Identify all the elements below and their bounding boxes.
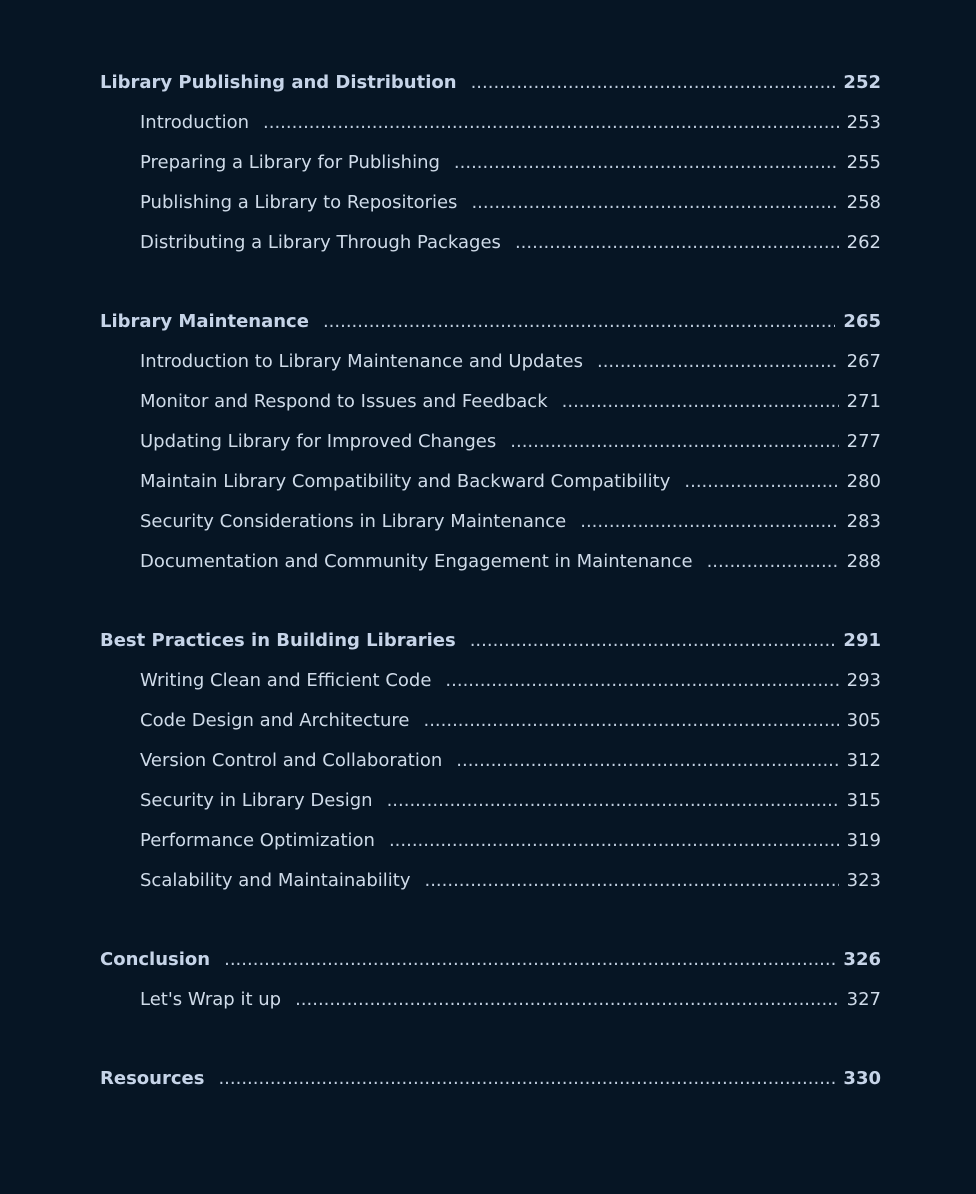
toc-section: [100, 63, 881, 263]
entry-title: Documentation and Community Engagement in Maintenance: [140, 551, 693, 572]
page-number: 253: [846, 112, 881, 133]
subsection-entry[interactable]: [100, 741, 881, 781]
subsection-entry[interactable]: [100, 342, 881, 382]
dot-leader: [580, 502, 838, 542]
entry-title: Scalability and Maintainability: [140, 870, 411, 891]
entry-title: Maintain Library Compatibility and Backward Compatibility: [140, 471, 671, 492]
subsection-entry[interactable]: [100, 542, 881, 582]
page-number: 323: [846, 870, 881, 891]
dot-leader: [562, 382, 839, 422]
chapter-entry[interactable]: [100, 621, 881, 661]
page-number: 280: [846, 471, 881, 492]
dot-leader: [389, 821, 839, 861]
dot-leader: [597, 342, 839, 382]
dot-leader: [515, 223, 839, 263]
dot-leader: [456, 741, 838, 781]
dot-leader: [445, 661, 838, 701]
dot-leader: [224, 940, 835, 980]
page-number: 293: [846, 670, 881, 691]
page-number: 305: [846, 710, 881, 731]
dot-leader: [470, 621, 836, 661]
subsection-entry[interactable]: [100, 502, 881, 542]
entry-title: Code Design and Architecture: [140, 710, 410, 731]
entry-title: Updating Library for Improved Changes: [140, 431, 497, 452]
entry-title: Distributing a Library Through Packages: [140, 232, 501, 253]
entry-title: Performance Optimization: [140, 830, 375, 851]
dot-leader: [510, 422, 838, 462]
entry-title: Security in Library Design: [140, 790, 373, 811]
dot-leader: [471, 63, 836, 103]
entry-title: Security Considerations in Library Maintenance: [140, 511, 567, 532]
table-of-contents: [100, 63, 881, 1138]
page-number: 312: [846, 750, 881, 771]
page-number: 283: [846, 511, 881, 532]
subsection-entry[interactable]: [100, 382, 881, 422]
subsection-entry[interactable]: [100, 183, 881, 223]
entry-title: Publishing a Library to Repositories: [140, 192, 458, 213]
entry-title: Let's Wrap it up: [140, 989, 282, 1010]
subsection-entry[interactable]: [100, 861, 881, 901]
dot-leader: [263, 103, 839, 143]
subsection-entry[interactable]: [100, 781, 881, 821]
chapter-entry[interactable]: [100, 1059, 881, 1099]
dot-leader: [387, 781, 839, 821]
page-number: 288: [846, 551, 881, 572]
toc-section: [100, 302, 881, 582]
page-number: 330: [843, 1068, 881, 1089]
subsection-entry[interactable]: [100, 661, 881, 701]
page-number: 315: [846, 790, 881, 811]
subsection-entry[interactable]: [100, 422, 881, 462]
dot-leader: [218, 1059, 835, 1099]
dot-leader: [323, 302, 835, 342]
entry-title: Library Publishing and Distribution: [100, 72, 457, 93]
toc-section: [100, 621, 881, 901]
dot-leader: [707, 542, 839, 582]
entry-title: Writing Clean and Efficient Code: [140, 670, 432, 691]
toc-section: [100, 940, 881, 1020]
entry-title: Library Maintenance: [100, 311, 309, 332]
subsection-entry[interactable]: [100, 701, 881, 741]
subsection-entry[interactable]: [100, 462, 881, 502]
entry-title: Monitor and Respond to Issues and Feedback: [140, 391, 548, 412]
entry-title: Preparing a Library for Publishing: [140, 152, 440, 173]
subsection-entry[interactable]: [100, 103, 881, 143]
page-number: 262: [846, 232, 881, 253]
toc-section: [100, 1059, 881, 1099]
dot-leader: [684, 462, 838, 502]
page-number: 258: [846, 192, 881, 213]
page-number: 267: [846, 351, 881, 372]
subsection-entry[interactable]: [100, 980, 881, 1020]
entry-title: Introduction to Library Maintenance and Updates: [140, 351, 583, 372]
chapter-entry[interactable]: [100, 63, 881, 103]
page-number: 291: [843, 630, 881, 651]
entry-title: Best Practices in Building Libraries: [100, 630, 456, 651]
page-number: 252: [843, 72, 881, 93]
dot-leader: [424, 861, 838, 901]
entry-title: Conclusion: [100, 949, 211, 970]
subsection-entry[interactable]: [100, 223, 881, 263]
page-number: 326: [843, 949, 881, 970]
page-number: 277: [846, 431, 881, 452]
page-number: 271: [846, 391, 881, 412]
entry-title: Introduction: [140, 112, 250, 133]
page-number: 327: [846, 989, 881, 1010]
dot-leader: [454, 143, 839, 183]
dot-leader: [471, 183, 838, 223]
page-number: 319: [846, 830, 881, 851]
chapter-entry[interactable]: [100, 940, 881, 980]
chapter-entry[interactable]: [100, 302, 881, 342]
subsection-entry[interactable]: [100, 821, 881, 861]
entry-title: Version Control and Collaboration: [140, 750, 443, 771]
page-number: 265: [843, 311, 881, 332]
page-number: 255: [846, 152, 881, 173]
entry-title: Resources: [100, 1068, 205, 1089]
subsection-entry[interactable]: [100, 143, 881, 183]
dot-leader: [295, 980, 839, 1020]
dot-leader: [423, 701, 838, 741]
